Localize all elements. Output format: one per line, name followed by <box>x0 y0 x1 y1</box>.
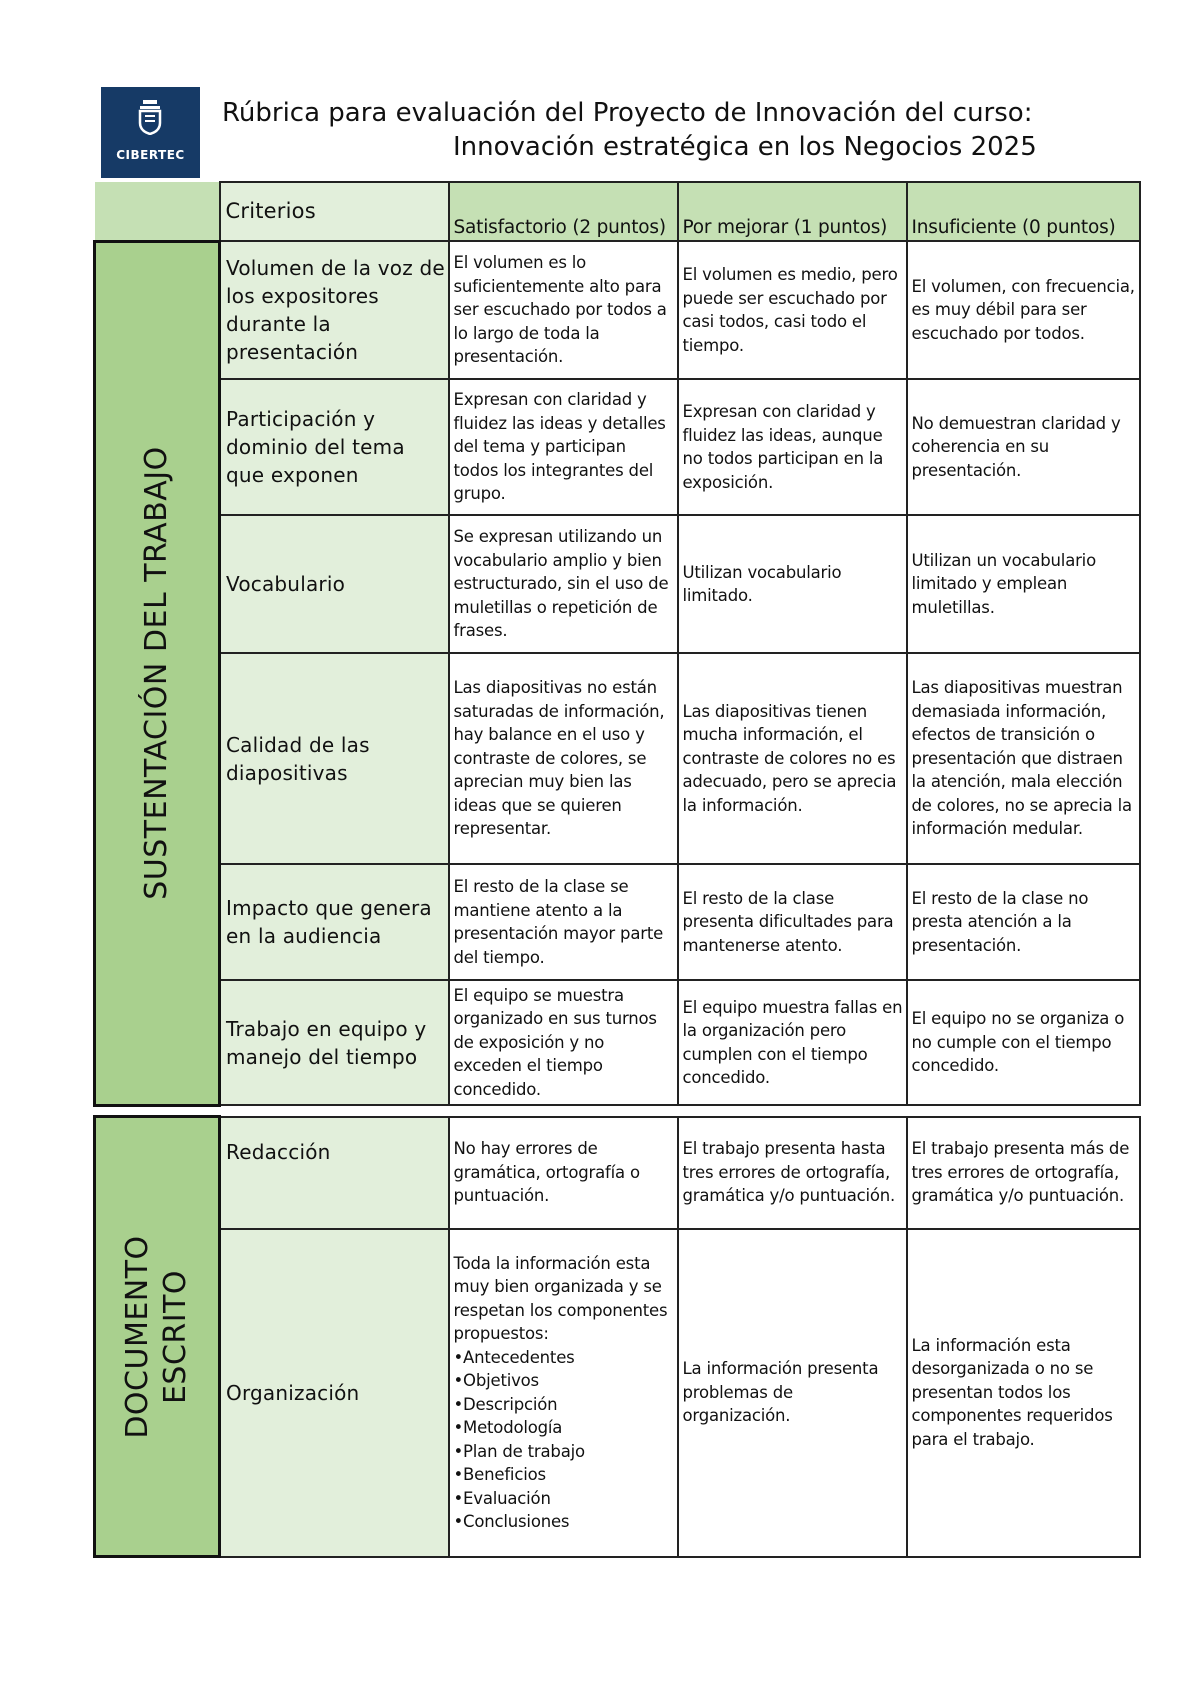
satisfactorio-cell: Se expresan utilizando un vocabulario amplio y bien estructurado, sin el uso de muletillas o repetición de frases. <box>449 515 678 653</box>
por-mejorar-cell: La información presenta problemas de organización. <box>678 1229 907 1557</box>
satisfactorio-intro: Toda la información esta muy bien organizada y se respetan los componentes propuestos: <box>453 1253 668 1343</box>
insuficiente-cell: Utilizan un vocabulario limitado y emplean muletillas. <box>907 515 1140 653</box>
table-row <box>95 379 1140 515</box>
table-row <box>95 1117 1140 1229</box>
satisfactorio-cell: Expresan con claridad y fluidez las ideas y detalles del tema y participan todos los integrantes del grupo. <box>449 379 678 515</box>
table-row <box>95 653 1140 864</box>
section-label-documento <box>95 1117 220 1557</box>
insuficiente-cell: No demuestran claridad y coherencia en su presentación. <box>907 379 1140 515</box>
table-row <box>95 864 1140 980</box>
por-mejorar-cell: Las diapositivas tienen mucha información, el contraste de colores no es adecuado, pero se aprecia la información. <box>678 653 907 864</box>
list-item: • Descripción <box>454 1393 675 1417</box>
rubric-table-sustentacion <box>93 181 1141 1107</box>
table-row <box>95 515 1140 653</box>
criterio-cell: Volumen de la voz de los expositores durante la presentación <box>220 241 449 379</box>
insuficiente-cell: El trabajo presenta más de tres errores de ortografía, gramática y/o puntuación. <box>907 1117 1140 1229</box>
criterio-cell: Calidad de las diapositivas <box>220 653 449 864</box>
section-label-sustentacion <box>95 241 220 1105</box>
por-mejorar-cell: El volumen es medio, pero puede ser escuchado por casi todos, casi todo el tiempo. <box>678 241 907 379</box>
componentes-list <box>454 1346 675 1534</box>
cibertec-logo <box>101 87 200 178</box>
insuficiente-cell: La información esta desorganizada o no se presentan todos los componentes requeridos para el trabajo. <box>907 1229 1140 1557</box>
criterio-cell: Trabajo en equipo y manejo del tiempo <box>220 980 449 1105</box>
header-insuficiente: Insuficiente (0 puntos) <box>907 182 1140 241</box>
logo-text: CIBERTEC <box>116 148 185 162</box>
section-title <box>119 1235 195 1438</box>
satisfactorio-cell: El resto de la clase se mantiene atento a la presentación mayor parte del tiempo. <box>449 864 678 980</box>
insuficiente-cell: El resto de la clase no presta atención a la presentación. <box>907 864 1140 980</box>
por-mejorar-cell: Expresan con claridad y fluidez las ideas, aunque no todos participan en la exposición. <box>678 379 907 515</box>
table-row <box>95 980 1140 1105</box>
page-title <box>222 96 1037 164</box>
criterio-cell: Vocabulario <box>220 515 449 653</box>
shield-emblem-icon <box>135 99 165 135</box>
title-line-1: Rúbrica para evaluación del Proyecto de Innovación del curso: <box>222 98 1033 128</box>
insuficiente-cell: Las diapositivas muestran demasiada información, efectos de transición o presentación que distraen la atención, mala elección de colores, no se aprecia la información medular. <box>907 653 1140 864</box>
por-mejorar-cell: El resto de la clase presenta dificultades para mantenerse atento. <box>678 864 907 980</box>
criterio-cell: Participación y dominio del tema que exponen <box>220 379 449 515</box>
satisfactorio-cell: El equipo se muestra organizado en sus turnos de exposición y no exceden el tiempo concedido. <box>449 980 678 1105</box>
section-title: SUSTENTACIÓN DEL TRABAJO <box>139 446 174 900</box>
table-row <box>95 241 1140 379</box>
satisfactorio-cell: El volumen es lo suficientemente alto para ser escuchado por todos a lo largo de toda la presentación. <box>449 241 678 379</box>
insuficiente-cell: El equipo no se organiza o no cumple con el tiempo concedido. <box>907 980 1140 1105</box>
rubric-table-documento <box>93 1115 1141 1558</box>
satisfactorio-cell: Las diapositivas no están saturadas de información, hay balance en el uso y contraste de colores, se aprecian muy bien las ideas que se quieren representar. <box>449 653 678 864</box>
list-item: • Plan de trabajo <box>454 1440 675 1464</box>
satisfactorio-cell: No hay errores de gramática, ortografía o puntuación. <box>449 1117 678 1229</box>
list-item: • Beneficios <box>454 1463 675 1487</box>
title-line-2: Innovación estratégica en los Negocios 2025 <box>453 132 1037 162</box>
por-mejorar-cell: Utilizan vocabulario limitado. <box>678 515 907 653</box>
section-title-line-2: ESCRITO <box>158 1269 193 1404</box>
insuficiente-cell: El volumen, con frecuencia, es muy débil para ser escuchado por todos. <box>907 241 1140 379</box>
criterio-cell: Redacción <box>220 1117 449 1229</box>
criterio-cell: Organización <box>220 1229 449 1557</box>
list-item: • Evaluación <box>454 1487 675 1511</box>
list-item: • Conclusiones <box>454 1510 675 1534</box>
header-spacer <box>95 182 220 241</box>
header-criterios: Criterios <box>220 182 449 241</box>
por-mejorar-cell: El trabajo presenta hasta tres errores de ortografía, gramática y/o puntuación. <box>678 1117 907 1229</box>
list-item: • Objetivos <box>454 1369 675 1393</box>
table-header-row <box>95 182 1140 241</box>
list-item: • Antecedentes <box>454 1346 675 1370</box>
header-satisfactorio: Satisfactorio (2 puntos) <box>449 182 678 241</box>
table-row <box>95 1229 1140 1557</box>
list-item: • Metodología <box>454 1416 675 1440</box>
por-mejorar-cell: El equipo muestra fallas en la organización pero cumplen con el tiempo concedido. <box>678 980 907 1105</box>
criterio-cell: Impacto que genera en la audiencia <box>220 864 449 980</box>
section-title-line-1: DOCUMENTO <box>120 1234 155 1439</box>
header-por-mejorar: Por mejorar (1 puntos) <box>678 182 907 241</box>
satisfactorio-cell <box>449 1229 678 1557</box>
